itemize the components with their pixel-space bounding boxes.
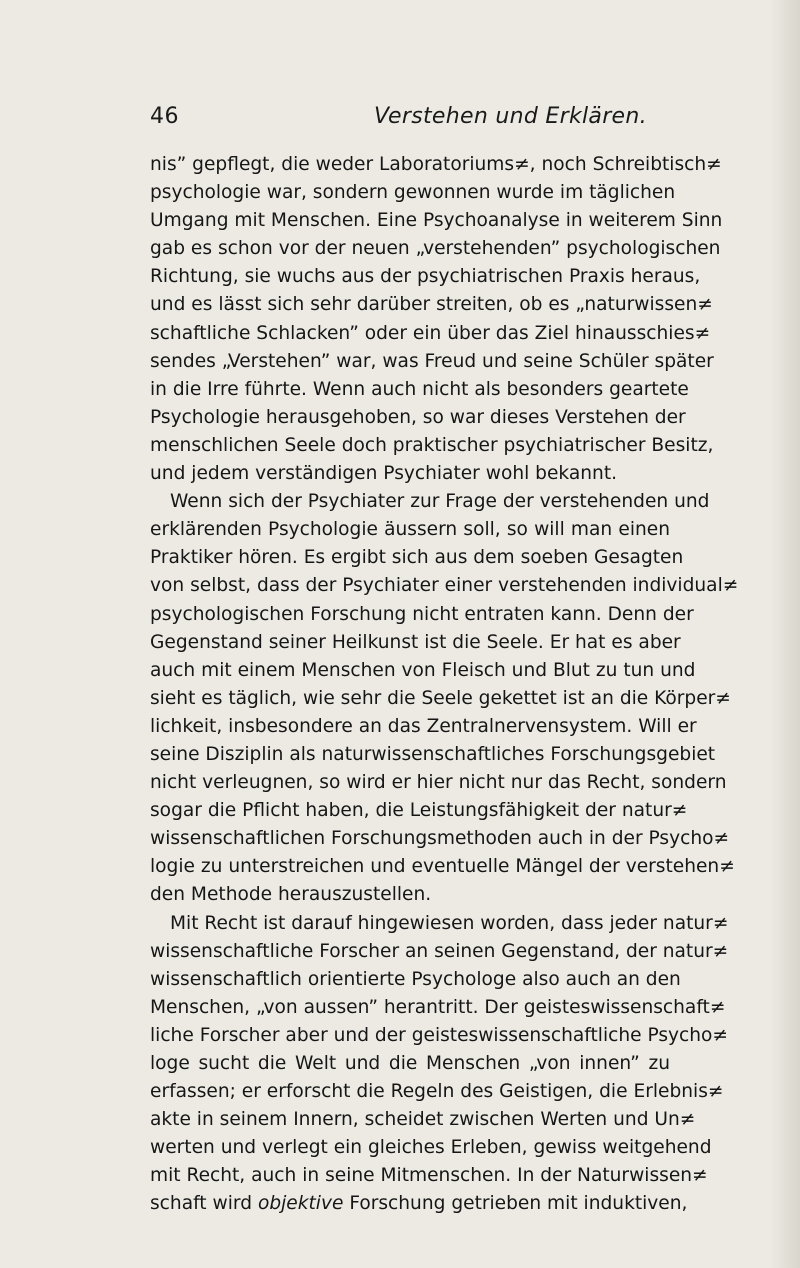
text-line: wissenschaftliche Forscher an seinen Gegenstand, der natur≠ (150, 940, 729, 962)
text-line: nis” gepflegt, die weder Laboratoriums≠, noch Schreibtisch≠ (150, 154, 722, 175)
text-line: Richtung, sie wuchs aus der psychiatrischen Praxis heraus, (150, 266, 701, 288)
text-line: psychologie war, sondern gewonnen wurde im täglichen (150, 182, 676, 204)
emphasized-word: objektive (257, 1193, 344, 1215)
text-line: und es lässt sich sehr darüber streiten, ob es „naturwissen≠ (150, 294, 713, 316)
text-line: wissenschaftlichen Forschungsmethoden auch in der Psycho≠ (150, 828, 730, 850)
text-line: auch mit einem Menschen von Fleisch und Blut zu tun und (150, 659, 696, 681)
text-line: wissenschaftlich orientierte Psychologe also auch an den (150, 968, 681, 990)
text-line: werten und verlegt ein gleiches Erleben, gewiss weitgehend (150, 1137, 712, 1159)
text-line: gab es schon vor der neuen „verstehenden” psychologischen (150, 238, 721, 260)
text-line: logie zu unterstreichen und eventuelle Mängel der verstehen≠ (150, 856, 735, 878)
text-line: schaftliche Schlacken” oder ein über das Ziel hinausschies≠ (150, 322, 711, 344)
paragraph-start-line: Mit Recht ist darauf hingewiesen worden, dass jeder natur≠ (170, 912, 729, 934)
final-line-start: schaft wird (150, 1193, 253, 1215)
final-line-end: Forschung getrieben mit induktiven, (349, 1193, 688, 1215)
text-line: lichkeit, insbesondere an das Zentralnervensystem. Will er (150, 715, 697, 737)
text-line: Psychologie herausgehoben, so war dieses Verstehen der (150, 406, 686, 428)
text-line: loge sucht die Welt und die Menschen „von innen” zu (150, 1053, 670, 1074)
text-line: seine Disziplin als naturwissenschaftliches Forschungsgebiet (150, 743, 716, 765)
text-line: menschlichen Seele doch praktischer psychiatrischer Besitz, (150, 434, 714, 456)
text-line: nicht verleugnen, so wird er hier nicht nur das Recht, sondern (150, 772, 727, 794)
text-line: erklärenden Psychologie äussern soll, so will man einen (150, 519, 670, 541)
text-line: liche Forscher aber und der geisteswissenschaftliche Psycho≠ (150, 1024, 729, 1046)
text-line: akte in seinem Innern, scheidet zwischen Werten und Un≠ (150, 1109, 696, 1131)
paragraph-start-line: Wenn sich der Psychiater zur Frage der verstehenden und (170, 491, 710, 513)
text-line: Praktiker hören. Es ergibt sich aus dem soeben Gesagten (150, 547, 684, 569)
final-text-line (150, 1190, 688, 1218)
text-line: erfassen; er erforscht die Regeln des Geistigen, die Erlebnis≠ (150, 1081, 724, 1103)
page-number: 46 (150, 104, 179, 129)
text-line: Gegenstand seiner Heilkunst ist die Seele. Er hat es aber (150, 631, 681, 653)
text-line: Umgang mit Menschen. Eine Psychoanalyse in weiterem Sinn (150, 210, 723, 232)
page-header (150, 104, 670, 134)
text-line: psychologischen Forschung nicht entraten kann. Denn der (150, 603, 694, 625)
text-line: sieht es täglich, wie sehr die Seele gekettet ist an die Körper≠ (150, 687, 731, 709)
paragraph-end-line: den Methode herauszustellen. (150, 884, 432, 906)
text-line: in die Irre führte. Wenn auch nicht als besonders geartete (150, 378, 689, 400)
text-line: von selbst, dass der Psychiater einer verstehenden individual≠ (150, 575, 739, 597)
running-title: Verstehen und Erklären. (374, 104, 647, 129)
text-line: Menschen, „von aussen” herantritt. Der geisteswissenschaft≠ (150, 996, 726, 1018)
text-line: sendes „Verstehen” war, was Freud und seine Schüler später (150, 350, 714, 372)
text-line: sogar die Pflicht haben, die Leistungsfähigkeit der natur≠ (150, 800, 688, 822)
body-text (150, 151, 739, 1219)
paragraph-end-line: und jedem verständigen Psychiater wohl bekannt. (150, 463, 618, 485)
text-line: mit Recht, auch in seine Mitmenschen. In der Naturwissen≠ (150, 1165, 708, 1187)
